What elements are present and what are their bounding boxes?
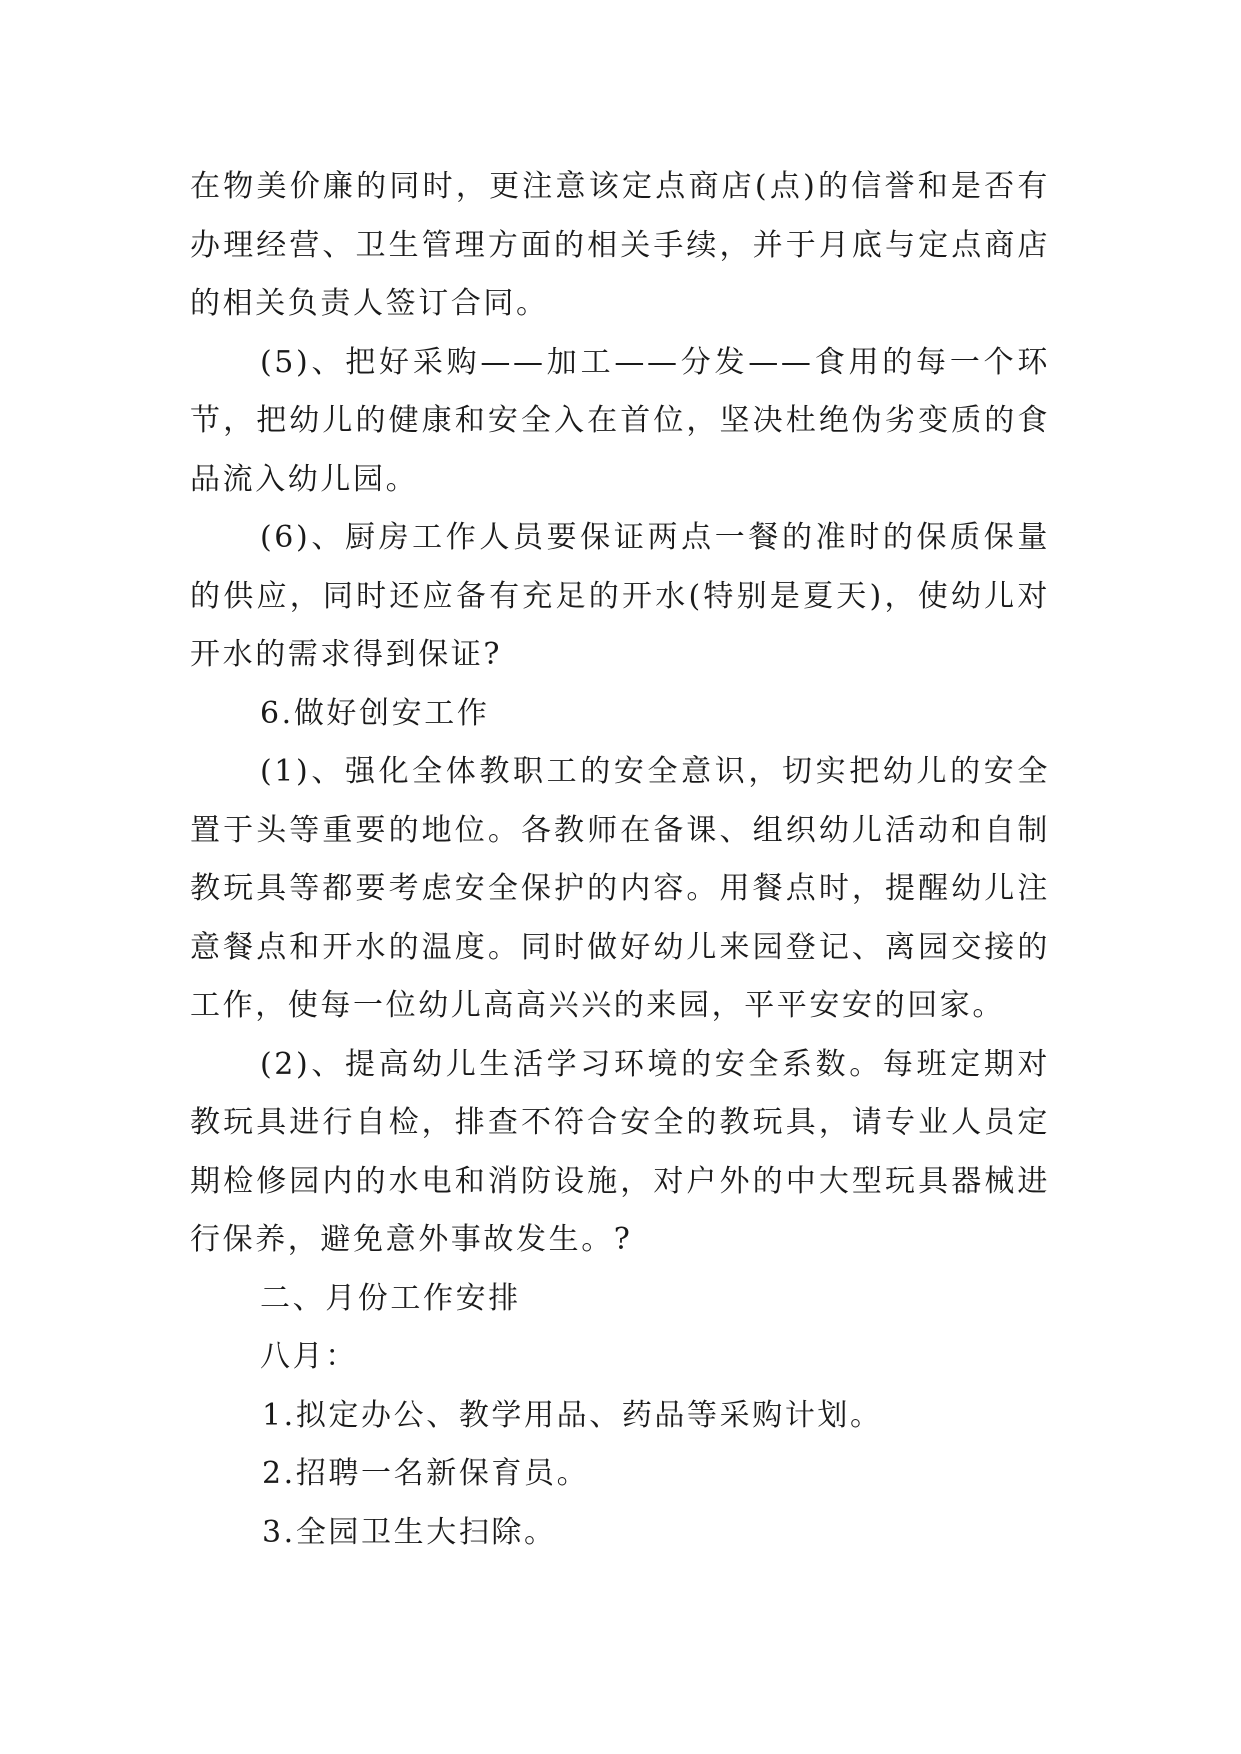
paragraph-item-6: (6)、厨房工作人员要保证两点一餐的准时的保质保量的供应，同时还应备有充足的开水(特别是夏天)，使幼儿对开水的需求得到保证? xyxy=(190,520,1050,672)
section-heading-monthly: 二、月份工作安排 xyxy=(260,1280,521,1316)
paragraph-continuation: 在物美价廉的同时，更注意该定点商店(点)的信誉和是否有办理经营、卫生管理方面的相关手续，并于月底与定点商店的相关负责人签订合同。 xyxy=(190,169,1050,321)
list-item: 2.招聘一名新保育员。 xyxy=(262,1456,590,1491)
section-heading-safety: 6.做好创安工作 xyxy=(260,695,490,731)
list-item: 3.全园卫生大扫除。 xyxy=(262,1514,557,1550)
document-body xyxy=(190,158,1050,1562)
paragraph-safety-1: (1)、强化全体教职工的安全意识，切实把幼儿的安全置于头等重要的地位。各教师在备课、组织幼儿活动和自制教玩具等都要考虑安全保护的内容。用餐点时，提醒幼儿注意餐点和开水的温度。同时做好幼儿来园登记、离园交接的工作，使每一位幼儿高高兴兴的来园，平平安安的回家。 xyxy=(190,754,1050,1023)
paragraph-item-5: (5)、把好采购——加工——分发——食用的每一个环节，把幼儿的健康和安全入在首位，坚决杜绝伪劣变质的食品流入幼儿园。 xyxy=(190,344,1050,497)
paragraph-safety-2: (2)、提高幼儿生活学习环境的安全系数。每班定期对教玩具进行自检，排查不符合安全的教玩具，请专业人员定期检修园内的水电和消防设施，对户外的中大型玩具器械进行保养，避免意外事故发生。? xyxy=(190,1046,1050,1257)
list-item: 1.拟定办公、教学用品、药品等采购计划。 xyxy=(262,1397,883,1433)
month-label-august: 八月： xyxy=(260,1339,358,1374)
